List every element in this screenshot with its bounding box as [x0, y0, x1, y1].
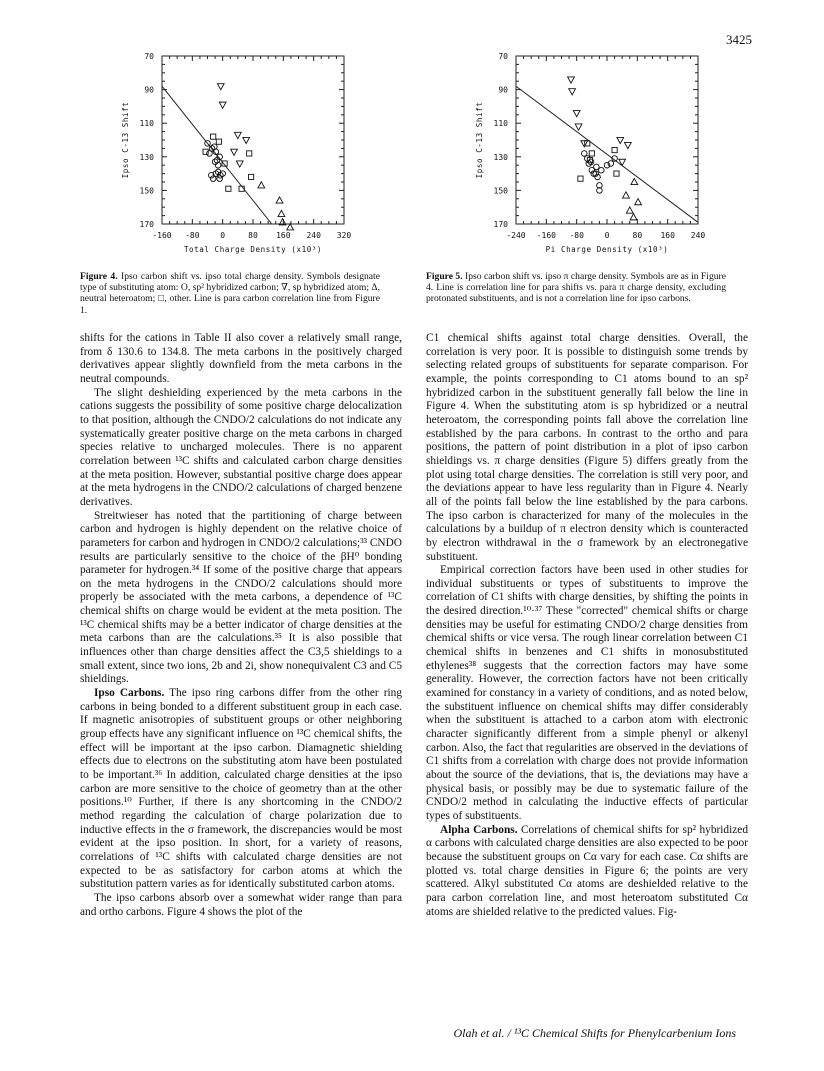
fig4-y-tick-label: 110	[139, 119, 154, 129]
figure-4-caption	[80, 271, 380, 316]
figure-5-caption-text: Ipso carbon shift vs. ipso π charge density. Symbols are as in Figure 4. Line is correlation line for para shifts vs. para π charge density, excluding protonated substituents, and is not a correlation line for ipso carbons.	[426, 271, 726, 305]
fig5-point-square	[578, 176, 583, 181]
fig4-x-tick-label: -80	[185, 231, 200, 240]
fig5-point-triangle-up	[635, 199, 642, 205]
fig4-point-square	[249, 174, 254, 179]
fig4-y-tick-label: 70	[144, 52, 154, 61]
fig4-y-tick-label: 170	[139, 220, 154, 229]
fig5-point-triangle-up	[626, 207, 633, 213]
right-paragraph-2: Empirical correction factors have been used in other studies for individual substituents or types of substituents to improve the correlation of C1 shifts with charge densities, by shifting the points in the desired direction.¹⁰·³⁷ These "corrected" chemical shifts or charge densities may be useful for estimating CNDO/2 charge densities from chemical shifts or vice versa. The rough linear correlation between C1 chemical shifts in benzenes and C1 shifts in monosubstituted ethylenes³⁸ suggests that the correction factors may have some generality. However, the correction factors have not been critically examined for constancy in a variety of conditions, and as noted below, the substituent influence on chemical shifts may differ considerably when the substituent is attached to a carbon atom with electronic character significantly different from a simple phenyl or alkenyl carbon. Also, the fact that regularities are observed in the deviations of C1 shifts from a correlation with charge does not provide information about the source of the deviations, that is, the deviations may have a physical basis, or possibly may be due to systematic failure of the CNDO/2 method in calculating the inductive effects of particular types of substituents.	[426, 564, 748, 822]
right-column	[426, 332, 748, 919]
fig4-point-circle	[215, 162, 221, 168]
fig4-point-square	[211, 134, 216, 139]
fig5-point-triangle-up	[623, 192, 630, 198]
fig5-x-tick-label: 160	[660, 231, 675, 240]
fig4-point-triangle-up	[276, 197, 283, 203]
figure-5-svg	[466, 44, 726, 269]
fig5-point-triangle-down	[569, 89, 576, 95]
ipso-carbons-heading: Ipso Carbons.	[94, 687, 165, 700]
fig4-point-square	[247, 151, 252, 156]
fig4-point-triangle-down	[243, 137, 250, 143]
figure-4-caption-label: Figure 4.	[80, 271, 118, 282]
fig5-point-circle	[594, 164, 600, 170]
fig5-y-tick-label: 90	[498, 85, 508, 95]
right-paragraph-3-text: Correlations of chemical shifts for sp² hybridized α carbons with calculated charge densities are also expected to be poor because the substituent groups on Cα vary for each case. Cα shifts are plotted vs. total charge densities in Figure 6; the points are very scattered. Alkyl substituted Cα atoms are deshielded relative to the para carbon correlation line, and most heteroatom substituted Cα atoms are shielded relative to the predicted values. Fig-	[426, 823, 748, 918]
fig4-point-triangle-down	[236, 161, 243, 167]
fig5-y-tick-label: 170	[493, 220, 508, 229]
fig5-point-square	[589, 151, 594, 156]
page-number: 3425	[726, 32, 752, 47]
fig5-point-triangle-up	[630, 214, 637, 220]
fig5-x-tick-label: 80	[632, 231, 643, 240]
fig4-point-triangle-up	[278, 210, 285, 216]
fig4-y-axis-label: Ipso C-13 Shift	[121, 101, 130, 179]
figure-4-svg	[112, 44, 372, 269]
fig4-point-triangle-down	[217, 84, 224, 90]
right-paragraph-1: C1 chemical shifts against total charge densities. Overall, the correlation is very poor. It is possible to distinguish some trends by selecting related groups of substituents for separate comparison. For example, the points corresponding to C1 atoms bound to an sp² hybridized carbon in the substituent generally fall below the line in Figure 4. When the substituting atom is sp hybridized or a neutral heteroatom, the corresponding points fall above the correlation line established by the para carbons. In contrast to the ortho and para positions, the pattern of point distribution in a plot of ipso carbon shieldings vs. π charge densities (Figure 5) differs greatly from the plot using total charge densities. The correlation is still very poor, and the deviations appear to have less regularity than in Figure 4. Nearly all of the points fall below the line established by the para carbons. The ipso carbon is characterized for many of the molecules in the calculations by a buildup of π electron density which is counteracted by electron withdrawal in the σ framework by an electronegative substituent.	[426, 332, 748, 563]
left-paragraph-4	[80, 687, 402, 892]
fig5-correlation-line	[516, 86, 698, 222]
figure-4-caption-text: Ipso carbon shift vs. ipso total charge density. Symbols designate type of substituting atom: O, sp² hybridized carbon; ∇, sp hybridized atom; Δ, neutral heteroatom; □, other. Line is para carbon correlation line from Figure 1.	[80, 271, 380, 316]
fig5-y-tick-label: 110	[493, 119, 508, 129]
fig4-x-tick-label: 240	[306, 231, 321, 240]
left-paragraph-5: The ipso carbons absorb over a somewhat wider range than para and ortho carbons. Figure 4 shows the plot of the	[80, 891, 402, 918]
fig5-y-tick-label: 70	[498, 52, 508, 61]
fig5-point-triangle-down	[568, 77, 575, 83]
figure-5-caption	[426, 271, 726, 305]
right-paragraph-3	[426, 824, 748, 920]
fig4-x-axis-label: Total Charge Density (x10³)	[183, 245, 323, 254]
fig5-y-tick-label: 130	[493, 152, 508, 162]
fig4-point-triangle-up	[258, 182, 265, 188]
left-paragraph-4-text: The ipso ring carbons differ from the other ring carbons in being bonded to a different substituent group in each case. If magnetic anisotropies of substituent groups or other neighboring group effects have any significant influence on ¹³C chemical shifts, the effect will be important at the ipso carbon. Diamagnetic shielding effects due to electrons on the substituting atom have been postulated to be important.³⁶ In addition, calculated charge densities at the ipso carbon are more sensitive to the choice of geometry than at the other positions.¹⁰ Further, if there is any shortcoming in the CNDO/2 method regarding the calculation of charge polarization due to inductive effects in the σ framework, the discrepancies would be most evident at the ipso position. In short, for a variety of reasons, correlations of ¹³C shifts with calculated charge densities are not expected to be as satisfactory for carbon atoms at which the substitution pattern varies as for identically substituted carbon atoms.	[80, 687, 403, 891]
fig4-x-tick-label: -160	[152, 231, 172, 240]
fig5-point-triangle-down	[575, 124, 582, 130]
fig5-point-triangle-down	[619, 159, 626, 165]
fig4-point-triangle-down	[219, 102, 226, 108]
fig5-point-triangle-up	[631, 178, 638, 184]
fig4-x-tick-label: 80	[248, 231, 258, 240]
fig5-point-circle	[599, 167, 605, 173]
fig5-point-triangle-down	[617, 137, 624, 143]
fig4-point-triangle-down	[231, 149, 238, 155]
figure-4-plot	[112, 44, 372, 269]
fig5-point-triangle-down	[573, 111, 580, 117]
fig4-x-tick-label: 160	[276, 231, 291, 240]
fig5-y-axis-label: Ipso C-13 Shift	[475, 101, 484, 179]
fig4-point-triangle-down	[234, 132, 241, 138]
running-footer: Olah et al. / ¹³C Chemical Shifts for Phenylcarbenium Ions	[453, 1026, 736, 1040]
fig5-x-tick-label: -160	[536, 231, 556, 240]
left-column	[80, 332, 402, 919]
fig5-point-square	[614, 171, 619, 176]
fig4-point-square	[216, 139, 221, 144]
alpha-carbons-heading: Alpha Carbons.	[440, 823, 518, 836]
fig5-point-triangle-down	[624, 142, 631, 148]
fig4-y-tick-label: 130	[139, 152, 154, 162]
fig4-x-tick-label: 0	[220, 231, 226, 240]
fig5-x-tick-label: -240	[506, 231, 526, 240]
left-paragraph-2: The slight deshielding experienced by the meta carbons in the cations suggests the possibility of some positive charge delocalization to that position, although the CNDO/2 calculations do not indicate any systematically greater positive charge on the meta carbons in charged species relative to uncharged molecules. There is no apparent correlation between ¹³C shifts and calculated carbon charge densities at the meta position. However, substantial positive charge does appear at the meta hydrogens in the CNDO/2 calculations of charged benzene derivatives.	[80, 386, 402, 508]
fig4-y-tick-label: 150	[139, 186, 154, 196]
fig5-plot-frame	[516, 56, 698, 224]
fig4-y-tick-label: 90	[144, 85, 154, 95]
fig5-x-tick-label: 0	[604, 231, 610, 240]
fig4-point-circle	[217, 176, 223, 182]
figure-5-caption-label: Figure 5.	[426, 271, 463, 282]
fig4-x-tick-label: 320	[336, 231, 352, 240]
fig5-x-axis-label: Pi Charge Density (x10³)	[545, 245, 669, 254]
left-paragraph-1: shifts for the cations in Table II also cover a relatively small range, from δ 130.6 to 134.8. The meta carbons in the positively charged derivatives appear slightly downfield from the meta carbons in the neutral compounds.	[80, 332, 402, 385]
figure-5-plot	[466, 44, 726, 269]
fig5-x-tick-label: 240	[690, 231, 706, 240]
fig4-point-square	[226, 186, 231, 191]
left-paragraph-3: Streitwieser has noted that the partitioning of charge between carbon and hydrogen is highly dependent on the relative choice of parameters for carbon and hydrogen in CNDO/2 calculations;³³ CNDO results are particularly sensitive to the choice of the βH⁰ bonding parameter for hydrogen.³⁴ If some of the positive charge that appears on the meta hydrogens in the CNDO/2 calculations should more properly be associated with the meta carbons, a dependence of ¹³C chemical shifts on charge would be evident at the meta position. The ¹³C chemical shifts may be a better indicator of charge densities at the meta carbons than are the calculations.³⁵ It is also possible that influences other than charge densities affect the C3,5 shieldings to a small extent, since two ions, 2b and 2i, show nonequivalent C3 and C5 shieldings.	[80, 509, 402, 686]
fig5-y-tick-label: 150	[493, 186, 508, 196]
fig4-point-triangle-up	[287, 224, 294, 230]
fig5-point-circle	[581, 151, 587, 157]
fig5-x-tick-label: -80	[569, 231, 584, 240]
fig4-plot-frame	[162, 56, 344, 224]
fig5-point-square	[612, 147, 617, 152]
